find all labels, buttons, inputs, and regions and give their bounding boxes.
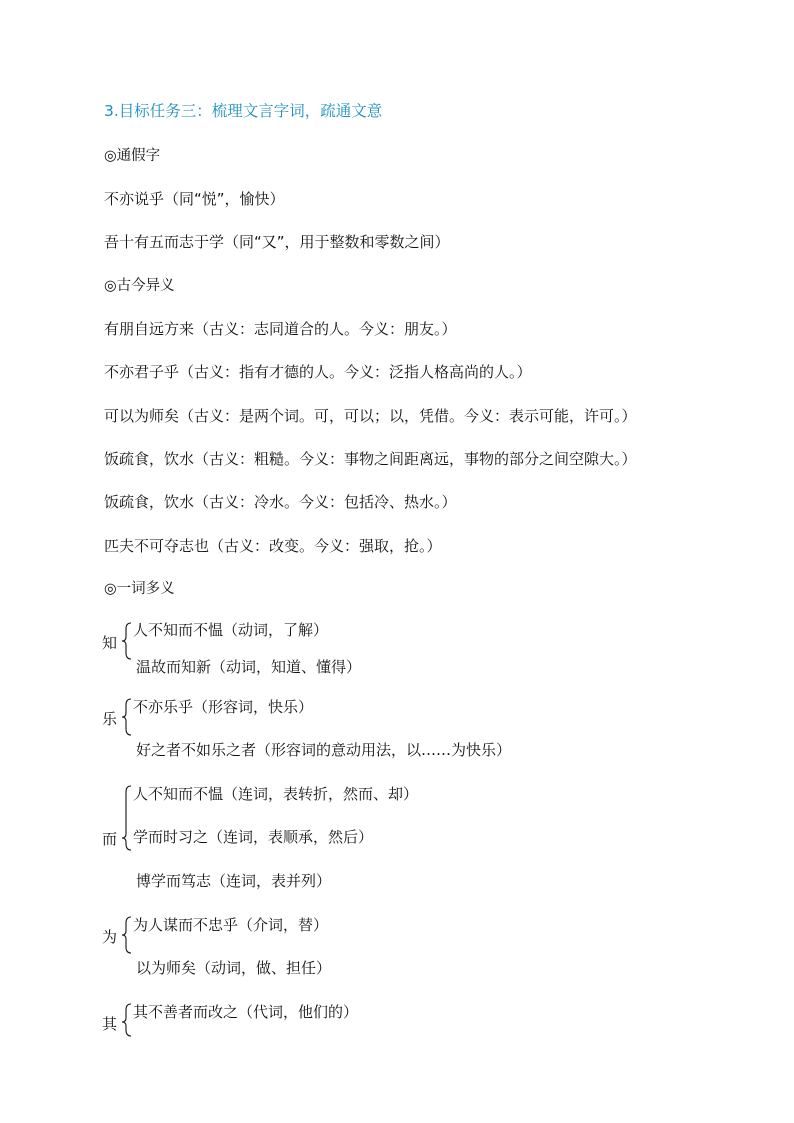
- brace-icon: [121, 915, 133, 955]
- gujin-item: 有朋自远方来（古义：志同道合的人。今义：朋友。）: [104, 320, 457, 338]
- polysemy-char-le: 乐: [102, 710, 118, 728]
- polysemy-item: 博学而笃志（连词，表并列）: [136, 872, 332, 890]
- gujin-item: 不亦君子乎（古义：指有才德的人。今义：泛指人格高尚的人。）: [104, 363, 532, 381]
- heading-tongjiazi: ◎通假字: [104, 148, 161, 164]
- section-title: 3.目标任务三：梳理文言字词，疏通文意: [104, 102, 383, 120]
- polysemy-char-wei: 为: [102, 928, 118, 946]
- polysemy-item: 人不知而不愠（连词，表转折，然而、却）: [133, 785, 419, 803]
- gujin-item: 饭疏食，饮水（古义：粗糙。今义：事物之间距离远，事物的部分之间空隙大。）: [104, 450, 637, 468]
- gujin-item: 可以为师矣（古义：是两个词。可，可以；以，凭借。今义：表示可能，许可。）: [104, 407, 637, 425]
- brace-icon: [121, 784, 133, 852]
- brace-icon: [121, 1002, 133, 1038]
- tongjiazi-item: 不亦说乎（同“悦”，愉快）: [104, 190, 285, 208]
- polysemy-char-er: 而: [102, 830, 118, 848]
- gujin-item: 饭疏食，饮水（古义：冷水。今义：包括冷、热水。）: [104, 493, 457, 511]
- polysemy-item: 人不知而不愠（动词，了解）: [133, 621, 329, 639]
- polysemy-item: 学而时习之（连词，表顺承，然后）: [133, 828, 374, 846]
- polysemy-item: 不亦乐乎（形容词，快乐）: [133, 698, 314, 716]
- polysemy-char-qi: 其: [102, 1015, 118, 1033]
- tongjiazi-item: 吾十有五而志于学（同“又”，用于整数和零数之间）: [104, 233, 450, 251]
- gujin-item: 匹夫不可夺志也（古义：改变。今义：强取，抢。）: [104, 537, 442, 555]
- brace-icon: [121, 697, 133, 737]
- polysemy-item: 其不善者而改之（代词，他们的）: [133, 1003, 359, 1021]
- polysemy-item: 为人谋而不忠乎（介词，替）: [133, 916, 329, 934]
- polysemy-item: 好之者不如乐之者（形容词的意动用法，以……为快乐）: [136, 741, 512, 759]
- heading-yici: ◎一词多义: [104, 581, 175, 597]
- brace-icon: [121, 621, 133, 661]
- heading-gujin: ◎古今异义: [104, 278, 175, 294]
- polysemy-item: 温故而知新（动词，知道、懂得）: [136, 658, 362, 676]
- polysemy-item: 以为师矣（动词，做、担任）: [136, 959, 332, 977]
- polysemy-char-zhi: 知: [102, 634, 118, 652]
